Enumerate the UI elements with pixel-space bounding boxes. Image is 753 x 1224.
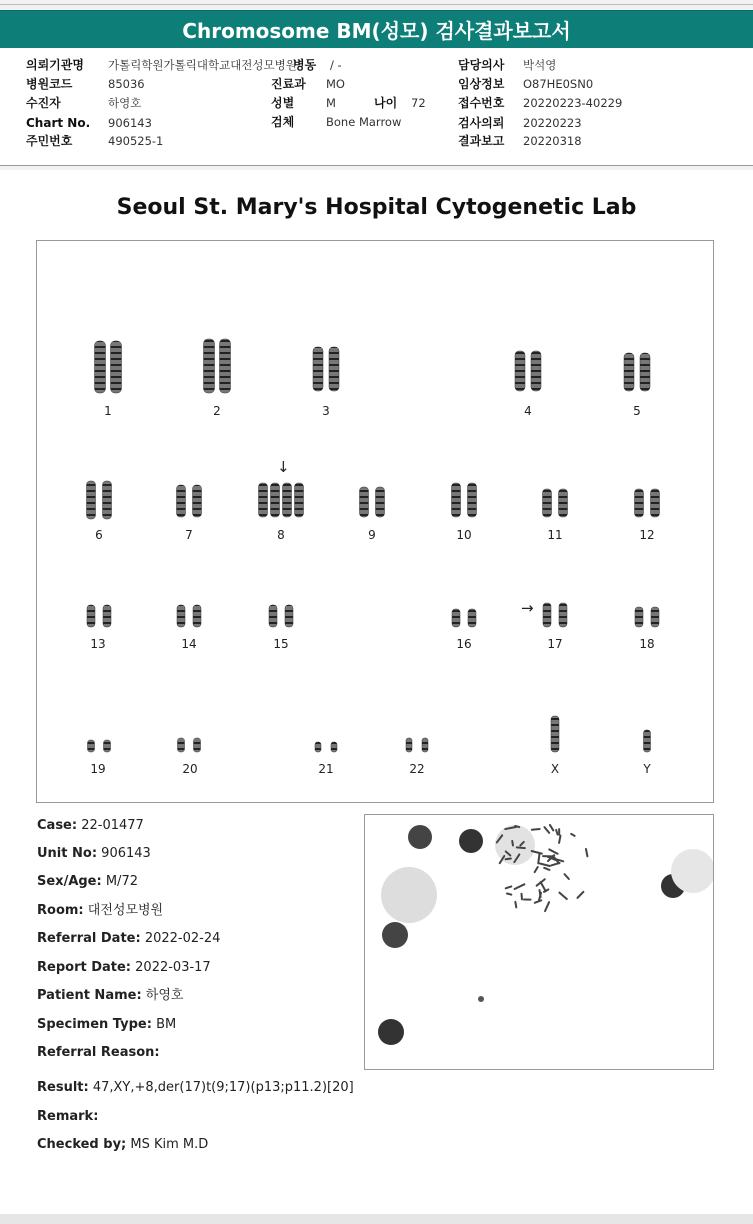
chromosome-label-18: 18 bbox=[639, 637, 655, 651]
clinical-info-label: 임상정보 bbox=[458, 77, 505, 91]
chromosome-label-20: 20 bbox=[182, 762, 198, 776]
metaphase-chromosome bbox=[506, 886, 512, 888]
chromosome-shape bbox=[259, 483, 268, 517]
chromosome-label-3: 3 bbox=[322, 404, 330, 418]
chromosome-label-2: 2 bbox=[213, 404, 221, 418]
header-panel bbox=[0, 48, 753, 166]
chromosome-shape bbox=[204, 339, 215, 393]
room-row: Room: 대전성모병원 bbox=[37, 903, 164, 918]
chromosome-shape bbox=[220, 339, 231, 393]
lab-title: Seoul St. Mary's Hospital Cytogenetic Lab bbox=[116, 195, 637, 220]
chromosome-shape bbox=[285, 605, 293, 627]
metaphase-chromosome bbox=[515, 902, 516, 908]
metaphase-chromosome bbox=[506, 859, 511, 860]
metaphase-chromosome bbox=[538, 853, 539, 863]
metaphase-chromosome bbox=[544, 868, 549, 870]
metaphase-chromosome bbox=[550, 825, 553, 831]
metaphase-chromosome bbox=[556, 830, 557, 835]
hospital-code-label: 병원코드 bbox=[26, 77, 73, 91]
specimen-label: 검체 bbox=[271, 115, 295, 129]
bottom-strip bbox=[0, 1214, 753, 1224]
chromosome-shape bbox=[635, 489, 644, 517]
chromosome-shape bbox=[87, 605, 95, 627]
remark-row: Remark: bbox=[37, 1109, 99, 1124]
chromosome-shape bbox=[193, 605, 201, 627]
metaphase-chromosome bbox=[559, 836, 560, 843]
metaphase-drawing bbox=[365, 815, 713, 1069]
chromosome-shape bbox=[640, 353, 650, 391]
chromosome-label-1: 1 bbox=[104, 404, 112, 418]
chromosome-label-22: 22 bbox=[409, 762, 425, 776]
chromosome-shape bbox=[329, 347, 339, 391]
chromosome-shape bbox=[543, 603, 551, 627]
chromosome-label-19: 19 bbox=[90, 762, 106, 776]
chromosome-label-21: 21 bbox=[318, 762, 334, 776]
institution-value: 가톨릭학원가톨릭대학교대전성모병원 bbox=[108, 58, 297, 72]
chromosome-shape bbox=[283, 483, 292, 517]
chromosome-shape bbox=[360, 487, 369, 517]
chromosome-shape bbox=[87, 481, 96, 519]
age-value: 72 bbox=[411, 96, 426, 110]
resident-no-value: 490525-1 bbox=[108, 134, 164, 148]
institution-label: 의뢰기관명 bbox=[26, 58, 84, 72]
ward-label: 병동 bbox=[293, 58, 317, 72]
metaphase-chromosome bbox=[532, 829, 540, 830]
result-date-value: 20220318 bbox=[523, 134, 582, 148]
chromosome-shape bbox=[177, 485, 186, 517]
chromosome-shape bbox=[194, 738, 201, 752]
chromosome-shape bbox=[651, 607, 659, 627]
chromosome-label-12: 12 bbox=[639, 528, 655, 542]
doctor-value: 박석영 bbox=[523, 58, 557, 72]
chromosome-shape bbox=[331, 742, 337, 752]
sex-label: 성별 bbox=[271, 96, 295, 110]
karyotype-panel bbox=[36, 240, 714, 803]
chromosome-label-9: 9 bbox=[368, 528, 376, 542]
chromosome-shape bbox=[193, 485, 202, 517]
chromosome-shape bbox=[531, 351, 541, 391]
metaphase-chromosome bbox=[551, 863, 559, 866]
chromosome-shape bbox=[651, 489, 660, 517]
chromosome-shape bbox=[95, 341, 106, 393]
chromosome-shape bbox=[313, 347, 323, 391]
metaphase-chromosome bbox=[559, 893, 566, 899]
chromosome-shape bbox=[452, 483, 461, 517]
chromosome-label-16: 16 bbox=[456, 637, 472, 651]
chromosome-shape bbox=[111, 341, 122, 393]
request-date-value: 20220223 bbox=[523, 116, 582, 130]
report-title: Chromosome BM(성모) 검사결과보고서 bbox=[0, 10, 753, 49]
dept-value: MO bbox=[326, 77, 345, 91]
top-divider bbox=[0, 4, 753, 5]
metaphase-chromosome bbox=[515, 826, 519, 827]
receipt-no-value: 20220223-40229 bbox=[523, 96, 623, 110]
chromosome-label-6: 6 bbox=[95, 528, 103, 542]
metaphase-chromosome bbox=[565, 874, 569, 879]
result-row: Result: 47,XY,+8,der(17)t(9;17)(p13;p11.2)[20] bbox=[37, 1080, 354, 1095]
chromosome-shape bbox=[315, 742, 321, 752]
chromosome-shape bbox=[295, 483, 304, 517]
karyotype-image bbox=[37, 241, 713, 802]
patient-name-row: Patient Name: 하영호 bbox=[37, 988, 184, 1003]
chromosome-shape bbox=[624, 353, 634, 391]
ward-value: / - bbox=[330, 58, 342, 72]
request-date-label: 검사의뢰 bbox=[458, 116, 505, 130]
chromosome-shape bbox=[515, 351, 525, 391]
chromosome-shape bbox=[269, 605, 277, 627]
chromosome-shape bbox=[103, 481, 112, 519]
metaphase-chromosome bbox=[537, 879, 545, 885]
metaphase-chromosome bbox=[512, 841, 513, 846]
metaphase-chromosome bbox=[544, 827, 549, 833]
sex-value: M bbox=[326, 96, 336, 110]
chromosome-shape bbox=[406, 738, 412, 752]
chromosome-label-17: 17 bbox=[547, 637, 563, 651]
chromosome-label-14: 14 bbox=[181, 637, 197, 651]
chromosome-label-13: 13 bbox=[90, 637, 106, 651]
chromosome-shape bbox=[468, 609, 476, 627]
chromosome-label-x: X bbox=[550, 762, 560, 776]
referral-date-row: Referral Date: 2022-02-24 bbox=[37, 931, 221, 946]
chromosome-shape bbox=[543, 489, 552, 517]
metaphase-chromosome bbox=[541, 882, 546, 891]
sexage-row: Sex/Age: M/72 bbox=[37, 874, 138, 889]
metaphase-chromosome bbox=[515, 884, 525, 889]
patient-value: 하영호 bbox=[108, 96, 142, 110]
unit-row: Unit No: 906143 bbox=[37, 846, 151, 861]
specimen-type-row: Specimen Type: BM bbox=[37, 1017, 177, 1032]
metaphase-image bbox=[364, 814, 714, 1070]
specimen-value: Bone Marrow bbox=[326, 115, 402, 129]
patient-label: 수진자 bbox=[26, 96, 61, 110]
hospital-code-value: 85036 bbox=[108, 77, 145, 91]
metaphase-chromosome bbox=[540, 864, 550, 866]
report-date-row: Report Date: 2022-03-17 bbox=[37, 960, 211, 975]
chromosome-shape bbox=[559, 603, 567, 627]
dept-label: 진료과 bbox=[271, 77, 306, 91]
chromosome-label-15: 15 bbox=[273, 637, 289, 651]
metaphase-chromosome bbox=[586, 849, 587, 856]
chromosome-label-4: 4 bbox=[524, 404, 532, 418]
chromosome-shape bbox=[422, 738, 428, 752]
arrow-down-icon: ↓ bbox=[277, 458, 290, 476]
chromosome-shape bbox=[104, 740, 111, 752]
chromosome-shape bbox=[468, 483, 477, 517]
metaphase-chromosome bbox=[571, 834, 574, 836]
chromosome-label-7: 7 bbox=[185, 528, 193, 542]
doctor-label: 담당의사 bbox=[458, 58, 505, 72]
chart-no-label: Chart No. bbox=[26, 116, 91, 130]
metaphase-chromosome bbox=[535, 900, 541, 902]
chromosome-label-8: 8 bbox=[277, 528, 285, 542]
chromosome-shape bbox=[88, 740, 95, 752]
receipt-no-label: 접수번호 bbox=[458, 96, 505, 110]
arrow-right-icon: → bbox=[521, 599, 534, 617]
chromosome-label-11: 11 bbox=[547, 528, 563, 542]
clinical-info-value: O87HE0SN0 bbox=[523, 77, 594, 91]
checked-by-row: Checked by; MS Kim M.D bbox=[37, 1137, 209, 1152]
chromosome-shape bbox=[635, 607, 643, 627]
metaphase-chromosome bbox=[577, 892, 583, 898]
chart-no-value: 906143 bbox=[108, 116, 152, 130]
metaphase-chromosome bbox=[535, 867, 538, 872]
metaphase-chromosome bbox=[507, 893, 511, 894]
metaphase-chromosome bbox=[521, 894, 522, 900]
chromosome-shape bbox=[551, 716, 559, 752]
chromosome-shape bbox=[271, 483, 280, 517]
chromosome-label-y: Y bbox=[643, 762, 651, 776]
chromosome-shape bbox=[103, 605, 111, 627]
metaphase-chromosome bbox=[549, 849, 557, 853]
result-date-label: 결과보고 bbox=[458, 134, 505, 148]
metaphase-chromosome bbox=[517, 847, 525, 848]
referral-reason-row: Referral Reason: bbox=[37, 1045, 160, 1060]
chromosome-shape bbox=[452, 609, 460, 627]
age-label: 나이 bbox=[374, 96, 398, 110]
chromosome-shape bbox=[177, 605, 185, 627]
chromosome-shape bbox=[559, 489, 568, 517]
resident-no-label: 주민번호 bbox=[26, 134, 73, 148]
chromosome-shape bbox=[644, 730, 651, 752]
case-row: Case: 22-01477 bbox=[37, 818, 144, 833]
chromosome-shape bbox=[376, 487, 385, 517]
chromosome-label-5: 5 bbox=[633, 404, 641, 418]
chromosome-label-10: 10 bbox=[456, 528, 472, 542]
metaphase-chromosome bbox=[545, 902, 549, 911]
chromosome-shape bbox=[178, 738, 185, 752]
